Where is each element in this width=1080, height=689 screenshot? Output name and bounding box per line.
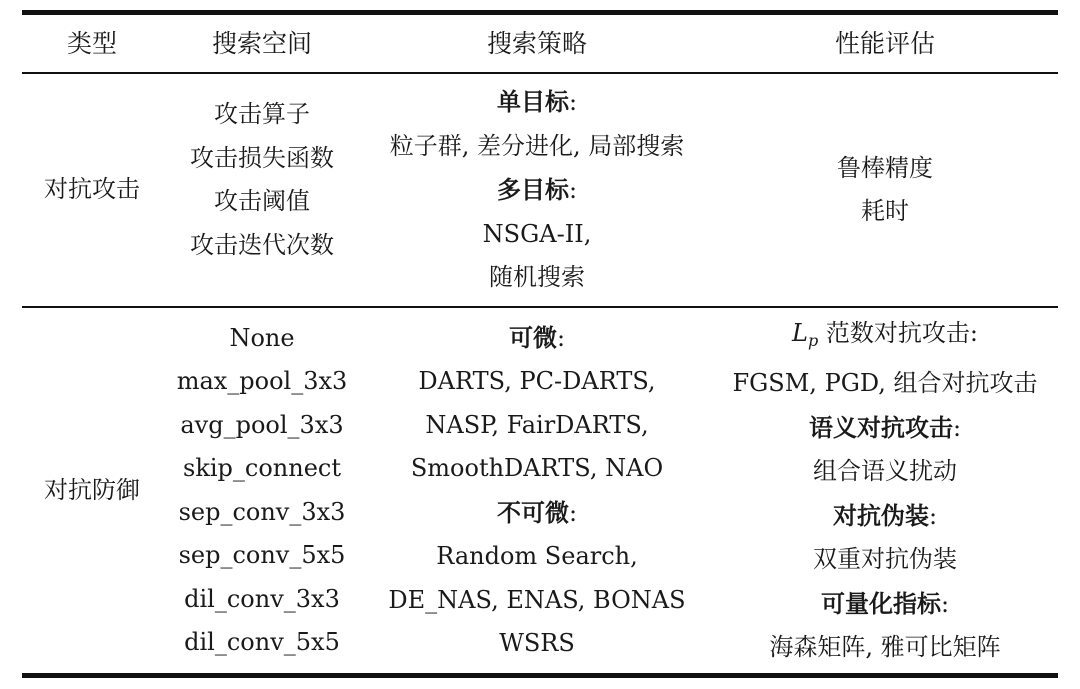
attack-eval-cell [712,74,1058,306]
colon: : [568,88,578,117]
defense-space-item: sep_conv_3x3 [178,497,346,526]
defense-lp-heading [792,312,978,363]
defense-diff-item: SmoothDARTS, NAO [410,454,664,482]
defense-diff-item: NASP, FairDARTS, [425,410,649,439]
defense-space-item: dil_conv_5x5 [184,628,340,656]
defense-strategy-cell [362,308,712,673]
lp-label: 范数对抗攻击: [818,318,978,347]
defense-type-cell [22,308,162,673]
defense-diff-item: DARTS, PC-DARTS, [418,367,656,395]
defense-lp-items: FGSM, PGD, 组合对抗攻击 [732,369,1038,397]
colon: : [568,176,578,205]
defense-camouflage-heading [833,494,937,539]
attack-space-item: 攻击算子 [214,100,310,128]
attack-type-label: 对抗攻击 [44,175,140,204]
defense-semantic-items: 组合语义扰动 [813,457,957,485]
attack-type-cell [22,74,162,306]
camouflage-label: 对抗伪装 [832,500,929,530]
semantic-label: 语义对抗攻击 [808,412,953,442]
quantifiable-label: 可量化指标 [820,588,941,618]
defense-space-item: skip_connect [183,454,341,482]
defense-type-label: 对抗防御 [44,475,140,504]
colon: : [556,323,566,352]
defense-space-item: avg_pool_3x3 [180,410,344,439]
defense-camouflage-items: 双重对抗伪装 [813,545,957,573]
defense-eval-cell [712,308,1058,673]
attack-multi-label: 多目标 [496,175,569,205]
defense-space-item: sep_conv_5x5 [178,541,346,569]
header-performance-eval: 性能评估 [834,28,935,58]
defense-nondiff-item: Random Search, [436,542,638,570]
attack-single-label: 单目标 [496,87,569,117]
colon: : [940,589,950,618]
header-search-strategy: 搜索策略 [486,28,587,58]
defense-quantifiable-items: 海森矩阵, 雅可比矩阵 [769,633,1001,661]
lp-subscript: p [807,330,819,350]
lp-symbol: L [792,318,808,347]
attack-single-objective-heading [497,80,577,125]
table-row-defense [22,308,1058,673]
defense-space-item: None [229,323,295,352]
attack-space-item: 攻击损失函数 [190,143,334,172]
defense-nondifferentiable-heading [497,491,577,536]
comparison-table [22,10,1058,678]
attack-multi-objective-item: NSGA-II, [482,219,592,248]
table-row-attack [22,74,1058,306]
colon: : [568,498,578,527]
colon: : [952,413,962,442]
defense-space-item: dil_conv_3x3 [184,584,340,613]
defense-nondiff-label: 不可微 [496,497,569,527]
attack-eval-item: 鲁棒精度 [837,153,933,182]
defense-space-item: max_pool_3x3 [176,367,348,395]
attack-strategy-cell [362,74,712,306]
attack-space-item: 攻击迭代次数 [190,230,334,259]
attack-multi-objective-item: 随机搜索 [489,263,585,292]
defense-semantic-heading [809,406,961,451]
defense-nondiff-item: DE_NAS, ENAS, BONAS [388,585,686,614]
colon: : [928,501,938,530]
table-bottom-rule [22,673,1058,678]
table-header-row [22,15,1058,72]
attack-single-objective-items: 粒子群, 差分进化, 局部搜索 [389,131,685,160]
defense-diff-label: 可微 [508,322,557,352]
attack-eval-item: 耗时 [861,197,909,225]
lp-norm-symbol [792,318,819,350]
attack-space-item: 攻击阈值 [214,187,310,215]
defense-differentiable-heading [509,316,565,361]
defense-space-cell [162,308,362,673]
defense-nondiff-item: WSRS [499,629,575,657]
attack-space-cell [162,74,362,306]
header-type: 类型 [66,28,117,58]
defense-quantifiable-heading [821,582,949,627]
header-search-space: 搜索空间 [211,28,312,58]
attack-multi-objective-heading [497,168,577,213]
